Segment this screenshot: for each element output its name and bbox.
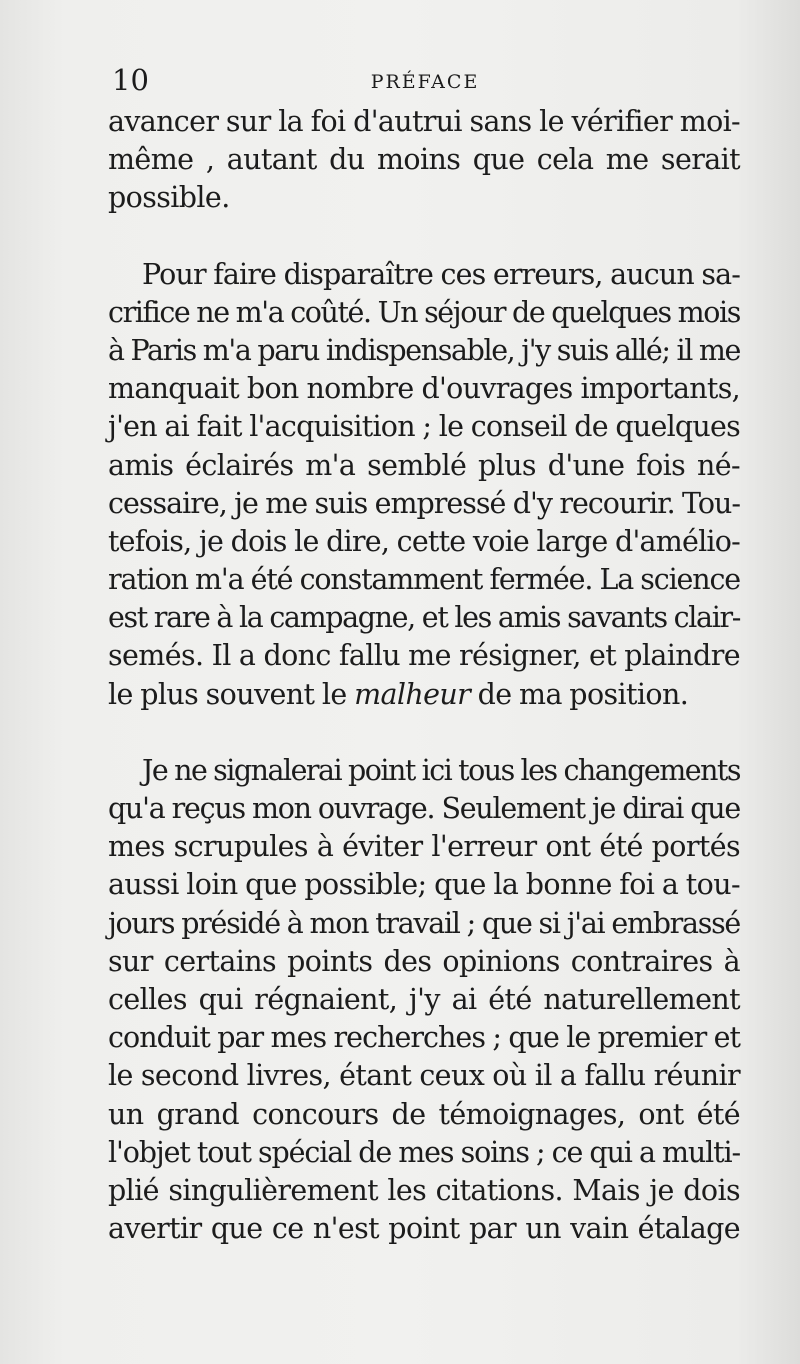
text-line: manquait bon nombre d'ouvrages importants, (108, 372, 740, 406)
paragraph-1 (108, 103, 740, 218)
text-line: conduit par mes recherches ; que le premier et (108, 1021, 740, 1055)
text-line: qu'a reçus mon ouvrage. Seulement je dirai que (108, 792, 740, 825)
text-line: un grand concours de témoignages, ont été (108, 1097, 740, 1131)
page-body (108, 103, 740, 1248)
page-number: 10 (112, 63, 149, 97)
text-line: sur certains points des opinions contraires à (108, 944, 740, 978)
text-line: est rare à la campagne, et les amis savants clair- (108, 601, 740, 635)
running-head: PRÉFACE (370, 71, 480, 93)
text-line: même , autant du moins que cela me serait (108, 143, 740, 177)
text-line: aussi loin que possible; que la bonne foi a tou- (108, 868, 740, 902)
text-segment: le plus souvent le (108, 677, 355, 711)
text-line (108, 676, 740, 714)
text-line: semés. Il a donc fallu me résigner, et plaindre (108, 639, 740, 673)
paragraph-gap (108, 714, 740, 752)
paragraph-3 (108, 752, 740, 1248)
text-line: celles qui régnaient, j'y ai été naturellement (108, 982, 740, 1016)
text-line: le second livres, étant ceux où il a fallu réunir (108, 1059, 740, 1093)
text-line: crifice ne m'a coûté. Un séjour de quelques mois (108, 295, 740, 329)
text-line: possible. (108, 181, 230, 215)
text-line: Pour faire disparaître ces erreurs, aucun sa- (142, 257, 740, 291)
text-segment: de ma position. (470, 677, 689, 711)
text-line: Je ne signalerai point ici tous les changements (142, 753, 740, 787)
text-line: avancer sur la foi d'autrui sans le vérifier moi- (108, 105, 740, 138)
text-line: plié singulièrement les citations. Mais je dois (108, 1173, 740, 1207)
text-line: tefois, je dois le dire, cette voie large d'amélio- (108, 524, 740, 558)
text-line: jours présidé à mon travail ; que si j'ai embrassé (108, 906, 740, 940)
text-line: cessaire, je me suis empressé d'y recourir. Tou- (108, 486, 740, 520)
text-line: à Paris m'a paru indispensable, j'y suis allé; il me (108, 333, 740, 367)
text-line: amis éclairés m'a semblé plus d'une fois né- (108, 448, 740, 482)
text-line: avertir que ce n'est point par un vain étalage (108, 1212, 740, 1246)
italic-word: malheur (354, 677, 471, 711)
paragraph-gap (108, 218, 740, 256)
text-line: j'en ai fait l'acquisition ; le conseil de quelques (108, 410, 740, 444)
text-line: mes scrupules à éviter l'erreur ont été portés (108, 830, 740, 864)
paragraph-2 (108, 256, 740, 714)
text-line: l'objet tout spécial de mes soins ; ce qui a multi- (108, 1135, 740, 1169)
text-line: ration m'a été constamment fermée. La science (108, 563, 740, 597)
page-header (112, 62, 738, 98)
